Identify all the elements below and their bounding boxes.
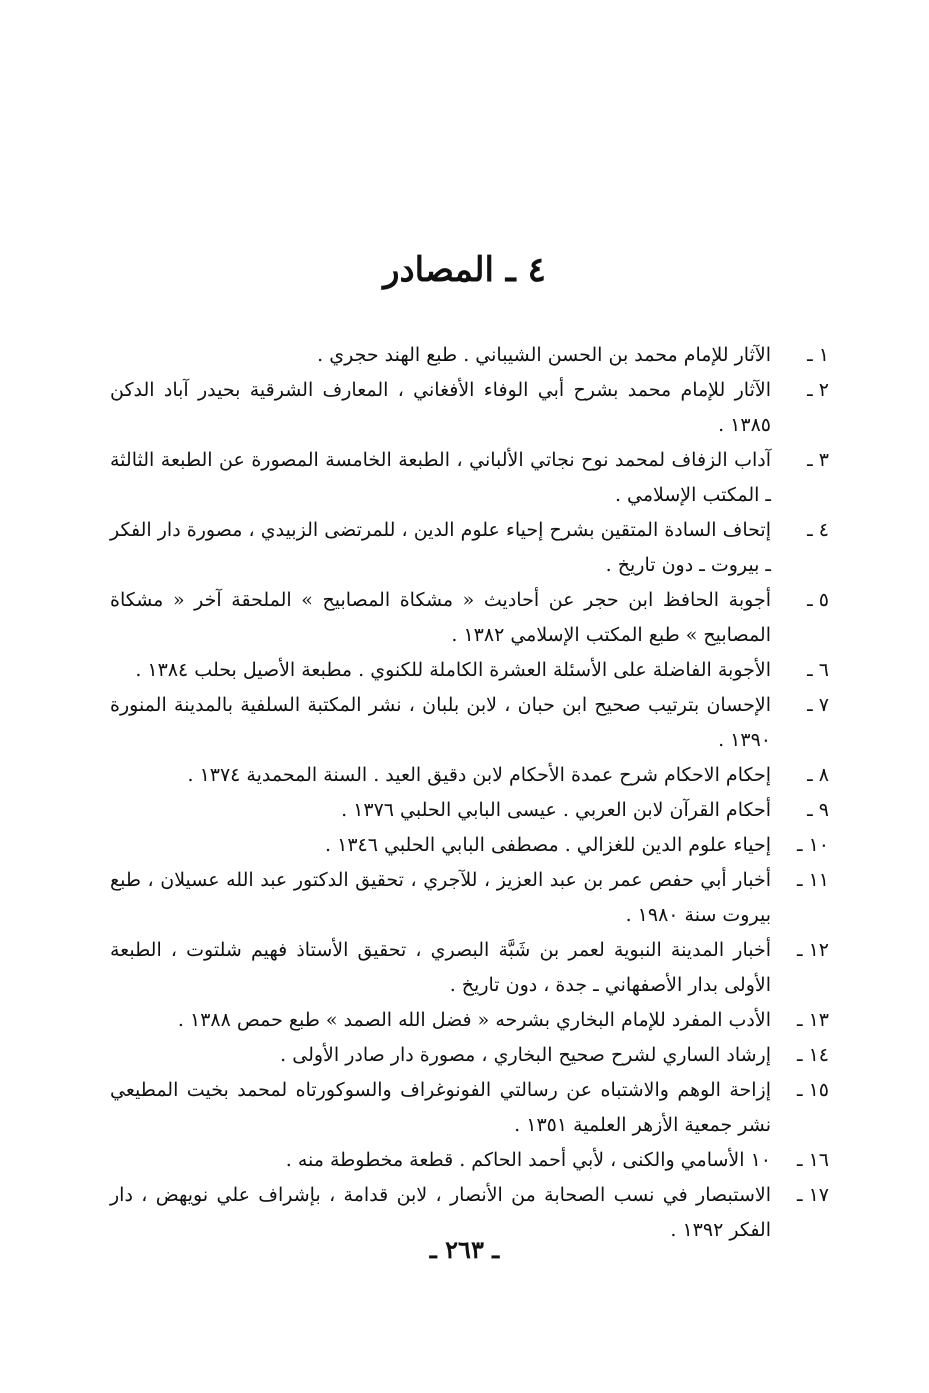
reference-item — [110, 828, 829, 863]
reference-number: ١١ ـ — [796, 869, 829, 891]
reference-number: ١٦ ـ — [796, 1149, 829, 1171]
reference-text: أخبار المدينة النبوية لعمر بن شَبَّة البصري ، تحقيق الأستاذ فهيم شلتوت ، الطبعة الأولى بدار الأصفهاني ـ جدة ، دون تاريخ . — [110, 939, 771, 996]
reference-text: ١٠ الأسامي والكنى ، لأبي أحمد الحاكم . قطعة مخطوطة منه . — [285, 1149, 771, 1171]
reference-number: ٢ ـ — [807, 379, 829, 401]
reference-number: ٣ ـ — [807, 449, 829, 471]
reference-number: ٩ ـ — [807, 799, 829, 821]
reference-number: ١ ـ — [807, 344, 829, 366]
reference-item — [110, 583, 829, 653]
reference-item — [110, 653, 829, 688]
reference-text: إزاحة الوهم والاشتباه عن رسالتي الفونوغراف والسوكورتاه لمحمد بخيت المطيعي نشر جمعية الأزهر العلمية ١٣٥١ . — [110, 1079, 771, 1136]
reference-number: ٥ ـ — [807, 589, 829, 611]
reference-text: إحكام الاحكام شرح عمدة الأحكام لابن دقيق العيد . السنة المحمدية ١٣٧٤ . — [187, 764, 771, 786]
reference-item — [110, 513, 829, 583]
reference-text: الأجوبة الفاضلة على الأسئلة العشرة الكاملة للكنوي . مطبعة الأصيل بحلب ١٣٨٤ . — [135, 659, 771, 681]
reference-item — [110, 793, 829, 828]
reference-text: إرشاد الساري لشرح صحيح البخاري ، مصورة دار صادر الأولى . — [280, 1044, 771, 1066]
reference-text: أجوبة الحافظ ابن حجر عن أحاديث « مشكاة المصابيح » الملحقة آخر « مشكاة المصابيح » طبع المكتب الإسلامي ١٣٨٢ . — [110, 589, 771, 646]
reference-number: ٦ ـ — [807, 659, 829, 681]
reference-number: ١٥ ـ — [796, 1079, 829, 1101]
reference-text: الأدب المفرد للإمام البخاري بشرحه « فضل الله الصمد » طبع حمص ١٣٨٨ . — [177, 1009, 771, 1031]
reference-item — [110, 1003, 829, 1038]
page-number: ـ ٢٦٣ ـ — [429, 1235, 500, 1264]
reference-text: الاستبصار في نسب الصحابة من الأنصار ، لابن قدامة ، بإشراف علي نويهض ، دار الفكر ١٣٩٢ . — [110, 1184, 771, 1241]
reference-item — [110, 373, 829, 443]
reference-number: ٨ ـ — [807, 764, 829, 786]
reference-number: ٧ ـ — [807, 694, 829, 716]
reference-number: ١٣ ـ — [796, 1009, 829, 1031]
reference-text: إحياء علوم الدين للغزالي . مصطفى البابي الحلبي ١٣٤٦ . — [325, 834, 771, 856]
reference-text: الإحسان بترتيب صحيح ابن حبان ، لابن بلبان ، نشر المكتبة السلفية بالمدينة المنورة ١٣٩٠ . — [110, 694, 771, 751]
reference-item — [110, 758, 829, 793]
reference-number: ٤ ـ — [807, 519, 829, 541]
reference-item — [110, 863, 829, 933]
reference-item — [110, 1038, 829, 1073]
reference-text: أخبار أبي حفص عمر بن عبد العزيز ، للآجري ، تحقيق الدكتور عبد الله عسيلان ، طبع بيروت سنة ١٩٨٠ . — [110, 869, 771, 926]
reference-number: ١٠ ـ — [796, 834, 829, 856]
page-title: ٤ ـ المصادر — [383, 250, 546, 290]
reference-item — [110, 933, 829, 1003]
reference-item — [110, 443, 829, 513]
reference-number: ١٧ ـ — [796, 1184, 829, 1206]
reference-text: الآثار للإمام محمد بن الحسن الشيباني . طبع الهند حجري . — [317, 344, 771, 366]
reference-number: ١٤ ـ — [796, 1044, 829, 1066]
reference-item — [110, 338, 829, 373]
reference-number: ١٢ ـ — [796, 939, 829, 961]
reference-text: إتحاف السادة المتقين بشرح إحياء علوم الدين ، للمرتضى الزبيدي ، مصورة دار الفكر ـ بيروت ـ دون تاريخ . — [110, 519, 771, 576]
reference-item — [110, 688, 829, 758]
reference-item — [110, 1143, 829, 1178]
reference-text: الآثار للإمام محمد بشرح أبي الوفاء الأفغاني ، المعارف الشرقية بحيدر آباد الدكن ١٣٨٥ . — [110, 379, 771, 436]
references-list — [110, 338, 829, 1248]
reference-item — [110, 1073, 829, 1143]
reference-text: أحكام القرآن لابن العربي . عيسى البابي الحلبي ١٣٧٦ . — [341, 799, 771, 821]
reference-text: آداب الزفاف لمحمد نوح نجاتي الألباني ، الطبعة الخامسة المصورة عن الطبعة الثالثة ـ المكتب الإسلامي . — [110, 449, 771, 506]
